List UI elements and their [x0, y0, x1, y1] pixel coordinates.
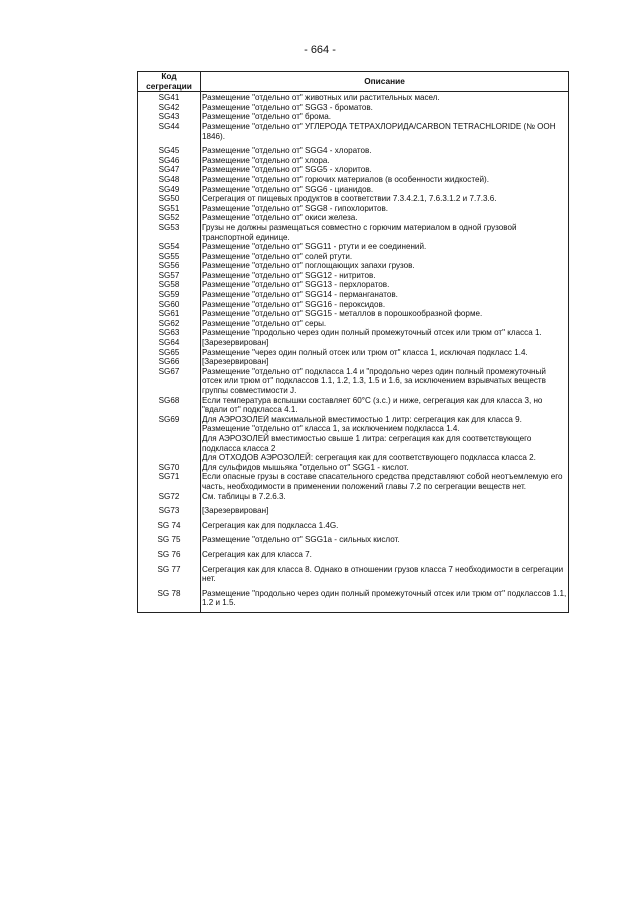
segregation-description: Размещение "отдельно от" SGG13 - перхлоратов.	[201, 280, 569, 290]
segregation-code: SG66	[138, 357, 201, 367]
segregation-code: SG63	[138, 328, 201, 338]
segregation-code: SG54	[138, 242, 201, 252]
table-row	[138, 396, 569, 415]
segregation-description: Размещение "отдельно от" SGG14 - перманганатов.	[201, 290, 569, 300]
segregation-description: Если температура вспышки составляет 60°C (з.с.) и ниже, сегрегация как для класса 3, но "вдали от" подкласса 4.1.	[201, 396, 569, 415]
page-number: - 664 -	[304, 44, 336, 56]
segregation-code: SG49	[138, 185, 201, 195]
segregation-description: Для сульфидов мышьяка "отдельно от" SGG1 - кислот.	[201, 463, 569, 473]
segregation-description: Размещение "отдельно от" SGG15 - металлов в порошкообразной форме.	[201, 309, 569, 319]
table-row	[138, 92, 569, 103]
table-row	[138, 550, 569, 565]
segregation-code: SG62	[138, 319, 201, 329]
segregation-description: Размещение "отдельно от" брома.	[201, 112, 569, 122]
segregation-description: Размещение "отдельно от" SGG6 - цианидов.	[201, 185, 569, 195]
table-row	[138, 472, 569, 491]
table-row	[138, 261, 569, 271]
segregation-code: SG58	[138, 280, 201, 290]
segregation-code: SG 74	[138, 521, 201, 536]
segregation-description: Размещение "отдельно от" SGG4 - хлоратов.	[201, 146, 569, 156]
segregation-description: Если опасные грузы в составе спасательного средства представляют собой неотъемлемую его часть, необходимости в применении положений главы 7.2 по сегрегации веществ нет.	[201, 472, 569, 491]
table-row	[138, 185, 569, 195]
segregation-code: SG57	[138, 271, 201, 281]
segregation-description: Размещение "отдельно от" SGG3 - броматов.	[201, 103, 569, 113]
segregation-code: SG 76	[138, 550, 201, 565]
table-row	[138, 415, 569, 463]
segregation-description: Размещение "продольно через один полный промежуточный отсек или трюм от" подклассов 1.1, 1.2 и 1.5.	[201, 589, 569, 613]
table-row	[138, 156, 569, 166]
segregation-description: [Зарезервирован]	[201, 338, 569, 348]
table-row	[138, 319, 569, 329]
segregation-code: SG46	[138, 156, 201, 166]
segregation-code: SG73	[138, 506, 201, 521]
table-row	[138, 463, 569, 473]
segregation-code: SG70	[138, 463, 201, 473]
segregation-code: SG45	[138, 146, 201, 156]
header-code: Код сегрегации	[138, 72, 201, 92]
segregation-description: Сегрегация от пищевых продуктов в соответствии 7.3.4.2.1, 7.6.3.1.2 и 7.7.3.6.	[201, 194, 569, 204]
table-row	[138, 492, 569, 507]
segregation-description: Сегрегация как для подкласса 1.4G.	[201, 521, 569, 536]
table-row	[138, 175, 569, 185]
segregation-code: SG43	[138, 112, 201, 122]
segregation-code: SG48	[138, 175, 201, 185]
table-row	[138, 146, 569, 156]
table-row	[138, 348, 569, 358]
segregation-code: SG67	[138, 367, 201, 396]
segregation-description: [Зарезервирован]	[201, 506, 569, 521]
table-header-row	[138, 72, 569, 92]
table-row	[138, 290, 569, 300]
table-row	[138, 521, 569, 536]
segregation-description: Размещение "отдельно от" SGG12 - нитритов.	[201, 271, 569, 281]
table-row	[138, 213, 569, 223]
segregation-code: SG59	[138, 290, 201, 300]
segregation-code: SG 78	[138, 589, 201, 613]
table-row	[138, 338, 569, 348]
segregation-code: SG44	[138, 122, 201, 146]
table-row	[138, 357, 569, 367]
table-row	[138, 223, 569, 242]
table-row	[138, 328, 569, 338]
segregation-description: Размещение "отдельно от" горючих материалов (в особенности жидкостей).	[201, 175, 569, 185]
segregation-description: Размещение "отдельно от" солей ртути.	[201, 252, 569, 262]
segregation-code: SG50	[138, 194, 201, 204]
segregation-code: SG71	[138, 472, 201, 491]
segregation-code: SG52	[138, 213, 201, 223]
segregation-description: Размещение "продольно через один полный промежуточный отсек или трюм от" класса 1.	[201, 328, 569, 338]
segregation-code: SG41	[138, 92, 201, 103]
table-row	[138, 122, 569, 146]
table-row	[138, 242, 569, 252]
segregation-description: Размещение "отдельно от" SGG11 - ртути и ее соединений.	[201, 242, 569, 252]
segregation-description: Размещение "отдельно от" SGG16 - пероксидов.	[201, 300, 569, 310]
table-row	[138, 103, 569, 113]
segregation-description: Размещение "отдельно от" SGG1a - сильных кислот.	[201, 535, 569, 550]
table-row	[138, 506, 569, 521]
table-row	[138, 252, 569, 262]
segregation-description: Грузы не должны размещаться совместно с горючим материалом в одной грузовой транспортной единице.	[201, 223, 569, 242]
segregation-code: SG 75	[138, 535, 201, 550]
segregation-description: Сегрегация как для класса 7.	[201, 550, 569, 565]
segregation-code: SG64	[138, 338, 201, 348]
table-row	[138, 565, 569, 589]
segregation-code: SG69	[138, 415, 201, 463]
segregation-description: Размещение "отдельно от" подкласса 1.4 и "продольно через один полный промежуточный отсек или трюм от" подклассов 1.1, 1.2, 1.3, 1.5 и 1.6, за исключением взрывчатых веществ группы совместимости J.	[201, 367, 569, 396]
table-row	[138, 589, 569, 613]
segregation-description: См. таблицы в 7.2.6.3.	[201, 492, 569, 507]
table-row	[138, 367, 569, 396]
segregation-code: SG51	[138, 204, 201, 214]
segregation-description: Сегрегация как для класса 8. Однако в отношении грузов класса 7 необходимости в сегрегации нет.	[201, 565, 569, 589]
table-row	[138, 112, 569, 122]
table-row	[138, 535, 569, 550]
segregation-code: SG61	[138, 309, 201, 319]
segregation-code: SG60	[138, 300, 201, 310]
segregation-code: SG55	[138, 252, 201, 262]
segregation-description: Размещение "отдельно от" животных или растительных масел.	[201, 92, 569, 103]
table-body	[138, 92, 569, 613]
segregation-description: Размещение "отдельно от" SGG5 - хлоритов.	[201, 165, 569, 175]
table-row	[138, 165, 569, 175]
table-row	[138, 300, 569, 310]
segregation-description: Размещение "отдельно от" окиси железа.	[201, 213, 569, 223]
segregation-code: SG56	[138, 261, 201, 271]
segregation-description: Размещение "отдельно от" серы.	[201, 319, 569, 329]
segregation-code: SG42	[138, 103, 201, 113]
segregation-code: SG 77	[138, 565, 201, 589]
segregation-description: Размещение "отдельно от" SGG8 - гипохлоритов.	[201, 204, 569, 214]
segregation-code: SG68	[138, 396, 201, 415]
segregation-description: Для АЭРОЗОЛЕЙ максимальной вместимостью 1 литр: сегрегация как для класса 9. Размещение "отдельно от" класса 1, за исключением подкласса 1.4. Для АЭРОЗОЛЕЙ вместимостью свыше 1 литра: сегрегация как для соответствующего подкласса класса 2 Для ОТХОДОВ АЭРОЗОЛЕЙ: сегрегация как для соответствующего подкласса класса 2.	[201, 415, 569, 463]
segregation-description: Размещение "отдельно от" хлора.	[201, 156, 569, 166]
segregation-description: Размещение "отдельно от" УГЛЕРОДА ТЕТРАХЛОРИДА/CARBON TETRACHLORIDE (№ ООН 1846).	[201, 122, 569, 146]
segregation-code: SG47	[138, 165, 201, 175]
table-row	[138, 309, 569, 319]
table-row	[138, 271, 569, 281]
segregation-code: SG72	[138, 492, 201, 507]
segregation-code: SG65	[138, 348, 201, 358]
table-row	[138, 194, 569, 204]
table-row	[138, 280, 569, 290]
segregation-description: Размещение "отдельно от" поглощающих запахи грузов.	[201, 261, 569, 271]
segregation-description: Размещение "через один полный отсек или трюм от" класса 1, исключая подкласс 1.4.	[201, 348, 569, 358]
segregation-description: [Зарезервирован]	[201, 357, 569, 367]
header-description: Описание	[201, 72, 569, 92]
segregation-table	[137, 71, 569, 613]
segregation-code: SG53	[138, 223, 201, 242]
table-row	[138, 204, 569, 214]
